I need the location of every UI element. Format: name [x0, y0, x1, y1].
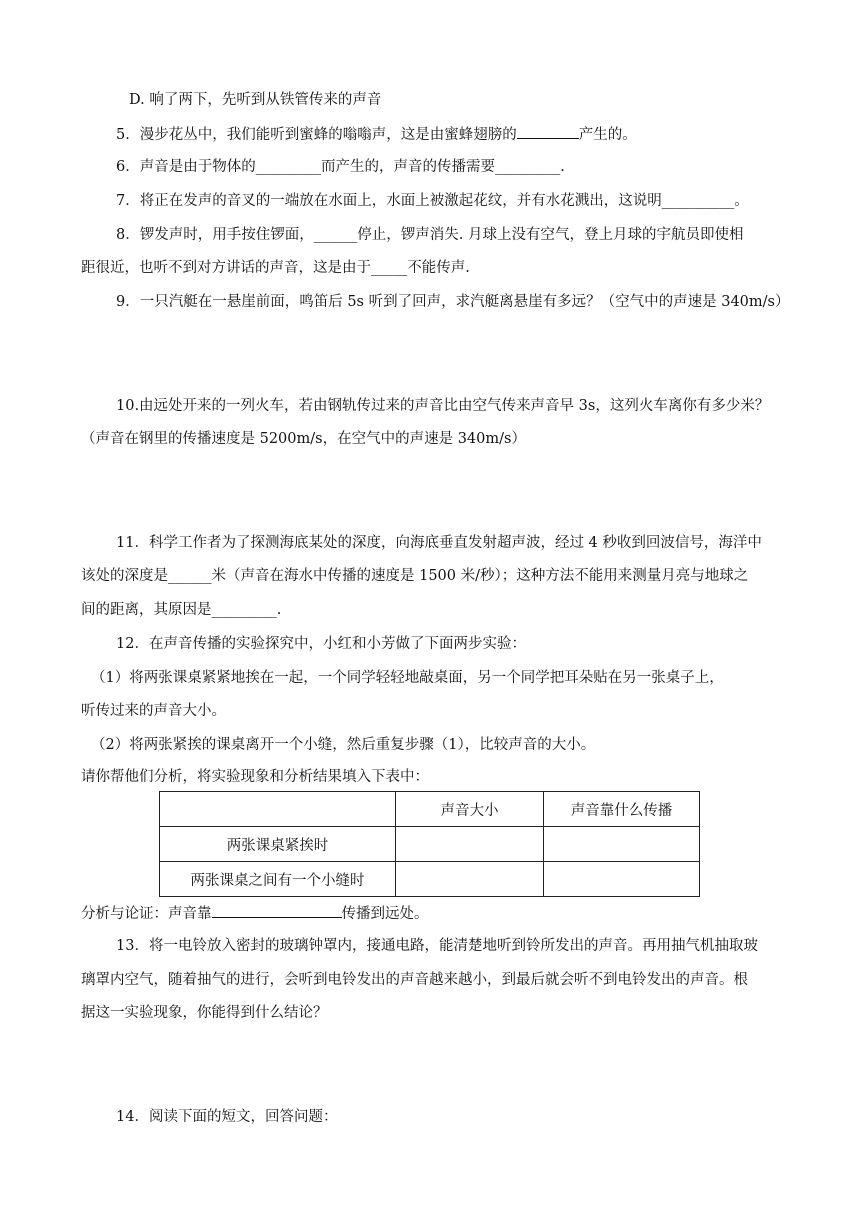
q5-text-before: 5．漫步花丛中，我们能听到蜜蜂的嗡嗡声，这是由蜜蜂翅膀的	[116, 127, 517, 143]
question-14: 14．阅读下面的短文，回答问题：	[116, 1109, 338, 1125]
table-answer-cell[interactable]	[544, 862, 700, 897]
question-7: 7．将正在发声的音叉的一端放在水面上，水面上被激起花纹，并有水花溅出，这说明__________。	[116, 193, 749, 209]
question-11-line-3: 间的距离，其原因是_________.	[81, 602, 282, 618]
table-answer-cell[interactable]	[396, 827, 544, 862]
question-13-line-3: 据这一实验现象，你能得到什么结论？	[81, 1005, 328, 1021]
question-11-line-2: 该处的深度是______米（声音在海水中传播的速度是 1500 米/秒）；这种方法不能用来测量月亮与地球之	[81, 568, 749, 584]
question-13-line-2: 璃罩内空气，随着抽气的进行，会听到电铃发出的声音越来越小，到最后就会听不到电铃发出的声音。根	[81, 972, 748, 988]
q12-conclusion-before: 分析与论证：声音靠	[81, 906, 212, 922]
question-8-line-2: 距很近，也听不到对方讲话的声音，这是由于_____不能传声.	[81, 260, 470, 276]
question-12-step-2: （2）将两张紧挨的课桌离开一个小缝，然后重复步骤（1），比较声音的大小。	[91, 737, 596, 753]
question-11-line-1: 11．科学工作者为了探测海底某处的深度，向海底垂直发射超声波，经过 4 秒收到回波信号，海洋中	[116, 535, 762, 551]
question-10-line-1: 10.由远处开来的一列火车，若由钢轨传过来的声音比由空气传来声音早 3s，这列火车离你有多少米？	[116, 398, 770, 414]
table-answer-cell[interactable]	[396, 862, 544, 897]
question-13-line-1: 13．将一电铃放入密封的玻璃钟罩内，接通电路，能清楚地听到铃所发出的声音。再用抽气机抽取玻	[116, 938, 758, 954]
q4-option-d: D. 响了两下，先听到从铁管传来的声音	[129, 92, 382, 108]
question-12-table-prompt: 请你帮他们分析，将实验现象和分析结果填入下表中：	[81, 769, 429, 785]
question-10-line-2: （声音在钢里的传播速度是 5200m/s，在空气中的声速是 340m/s）	[81, 431, 526, 447]
question-8-line-1: 8．锣发声时，用手按住锣面，______停止，锣声消失. 月球上没有空气，登上月球的宇航员即使相	[116, 227, 744, 243]
table-header-cell: 声音大小	[396, 792, 544, 827]
q5-text-after: 产生的。	[578, 127, 637, 143]
table-row	[160, 827, 700, 862]
table-row-label: 两张课桌之间有一个小缝时	[160, 862, 396, 897]
question-5	[116, 124, 637, 145]
question-12-conclusion	[81, 903, 429, 924]
table-answer-cell[interactable]	[544, 827, 700, 862]
table-row-label: 两张课桌紧挨时	[160, 827, 396, 862]
question-12-step-1-line-1: （1）将两张课桌紧紧地挨在一起，一个同学轻轻地敲桌面，另一个同学把耳朵贴在另一张桌子上，	[91, 670, 724, 686]
table-header-row	[160, 792, 700, 827]
q12-conclusion-after: 传播到远处。	[341, 906, 429, 922]
table-header-cell: 声音靠什么传播	[544, 792, 700, 827]
question-9: 9．一只汽艇在一悬崖前面，鸣笛后 5s 听到了回声，求汽艇离悬崖有多远？（空气中的声速是 340m/s）	[116, 294, 790, 310]
table-header-cell	[160, 792, 396, 827]
experiment-table	[159, 791, 700, 897]
table-row	[160, 862, 700, 897]
question-12-intro: 12．在声音传播的实验探究中，小红和小芳做了下面两步实验：	[116, 636, 526, 652]
q12-conclusion-blank[interactable]	[212, 903, 342, 918]
question-12-step-1-line-2: 听传过来的声音大小。	[81, 703, 226, 719]
q5-answer-blank[interactable]	[517, 124, 579, 139]
question-6: 6．声音是由于物体的_________而产生的，声音的传播需要_________.	[116, 159, 565, 175]
